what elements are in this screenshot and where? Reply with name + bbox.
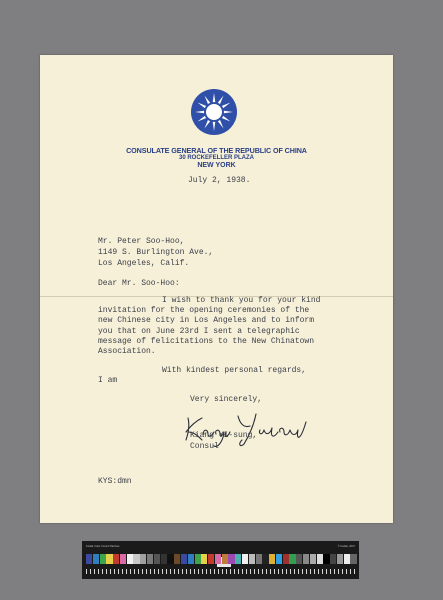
body-line-3: new Chinese city in Los Angeles and to inform xyxy=(98,316,315,325)
color-patches xyxy=(86,554,357,564)
color-patch xyxy=(303,554,309,564)
blue-sky-white-sun-emblem-icon xyxy=(190,88,238,136)
color-patch xyxy=(269,554,275,564)
color-patch xyxy=(323,554,329,564)
body-line-6: Association. xyxy=(98,347,156,356)
salutation: Dear Mr. Soo-Hoo: xyxy=(98,279,180,288)
color-patch xyxy=(215,554,221,564)
letterhead-title: CONSULATE GENERAL OF THE REPUBLIC OF CHINA xyxy=(126,146,307,155)
color-patch xyxy=(167,554,173,564)
regards: With kindest personal regards, xyxy=(162,366,307,375)
color-patch xyxy=(256,554,262,564)
body-line-5: message of felicitations to the New Chinatown xyxy=(98,337,315,346)
color-patch xyxy=(140,554,146,564)
color-patch xyxy=(195,554,201,564)
recipient-name: Mr. Peter Soo-Hoo, xyxy=(98,237,185,246)
color-patch xyxy=(208,554,214,564)
letterhead-city: NEW YORK xyxy=(197,162,236,169)
color-patch xyxy=(283,554,289,564)
color-patch xyxy=(344,554,350,564)
i-am: I am xyxy=(98,376,118,385)
color-patch xyxy=(86,554,92,564)
letter-paper xyxy=(40,55,393,523)
closing: Very sincerely, xyxy=(190,395,263,404)
color-patch xyxy=(242,554,248,564)
color-patch xyxy=(181,554,187,564)
color-patch xyxy=(100,554,106,564)
letterhead-address: 30 ROCKEFELLER PLAZA xyxy=(178,155,254,161)
color-patch xyxy=(310,554,316,564)
body-line-4: you that on June 23rd I sent a telegraphic xyxy=(98,327,300,336)
color-patch xyxy=(201,554,207,564)
typist-initials: KYS:dmn xyxy=(98,477,132,486)
color-patch xyxy=(120,554,126,564)
color-patch xyxy=(249,554,255,564)
letter-date: July 2, 1938. xyxy=(188,176,251,185)
recipient-street: 1149 S. Burlington Ave., xyxy=(98,248,214,257)
color-patch xyxy=(133,554,139,564)
color-patch xyxy=(228,554,234,564)
color-patch xyxy=(317,554,323,564)
color-patch xyxy=(106,554,112,564)
color-patch xyxy=(235,554,241,564)
chart-label-left: Kodak Color Control Patches xyxy=(86,545,120,548)
color-patch xyxy=(93,554,99,564)
typed-name: Kiang Yi-sung, xyxy=(190,431,258,440)
color-patch xyxy=(222,554,228,564)
color-patch xyxy=(161,554,167,564)
typed-title: Consul xyxy=(190,442,219,451)
color-patch xyxy=(262,554,268,564)
color-control-chart xyxy=(82,541,359,579)
color-patch xyxy=(113,554,119,564)
color-patch xyxy=(296,554,302,564)
color-patch xyxy=(330,554,336,564)
color-patch xyxy=(174,554,180,564)
chart-label-right: © Kodak, 2007 xyxy=(337,545,355,548)
color-patch xyxy=(127,554,133,564)
color-patch xyxy=(337,554,343,564)
color-patch xyxy=(147,554,153,564)
color-patch xyxy=(188,554,194,564)
body-line-1: I wish to thank you for your kind xyxy=(162,296,321,305)
color-patch xyxy=(350,554,356,564)
recipient-city: Los Angeles, Calif. xyxy=(98,259,190,268)
color-patch xyxy=(154,554,160,564)
color-patch xyxy=(289,554,295,564)
chart-ruler xyxy=(86,569,355,574)
color-patch xyxy=(276,554,282,564)
body-line-2: invitation for the opening ceremonies of the xyxy=(98,306,310,315)
